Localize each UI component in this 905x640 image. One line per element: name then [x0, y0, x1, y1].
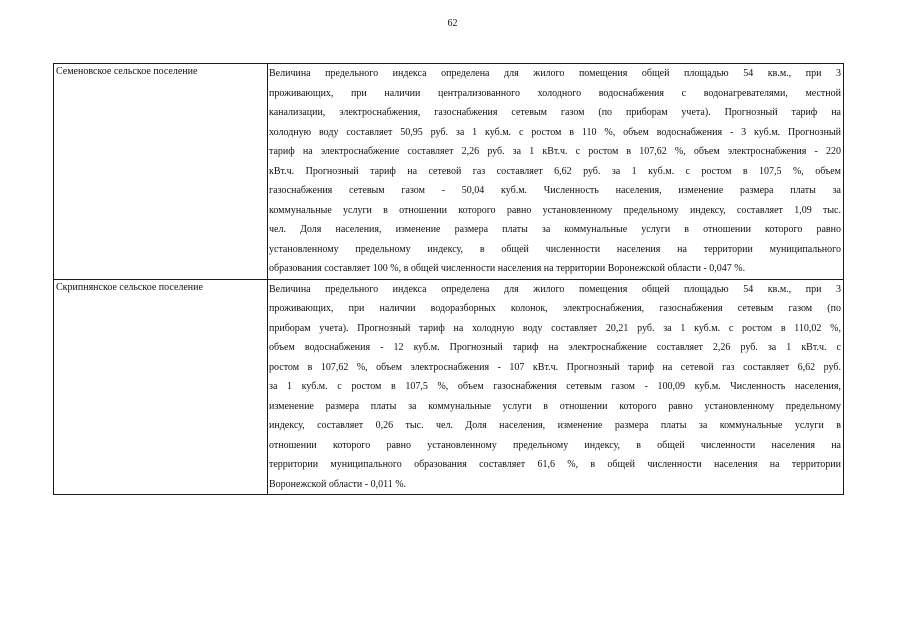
- description-line: газоснабжения сетевым газом - 50,04 куб.м. Численность населения, изменение размера платы за: [269, 185, 841, 196]
- table-row: [54, 64, 844, 280]
- description-line: за 1 куб.м. с ростом в 107,5 %, объем газоснабжения сетевым газом - 100,09 куб.м. Численность населения,: [269, 381, 841, 392]
- settlement-description-cell: [268, 64, 844, 280]
- description-line: индексу, составляет 0,26 тыс. чел. Доля населения, изменение размера платы за коммунальные услуги в: [269, 420, 841, 431]
- description-line: Величина предельного индекса определена для жилого помещения общей площадью 54 кв.м., при 3: [269, 68, 841, 79]
- settlement-name-cell: Скрипнянское сельское поселение: [54, 279, 268, 495]
- description-line: изменение размера платы за коммунальные услуги в отношении которого равно установленному предельному: [269, 400, 841, 412]
- page-number: 62: [447, 18, 458, 29]
- description-line: холодную воду составляет 50,95 руб. за 1 куб.м. с ростом в 110 %, объем водоснабжения - 3 куб.м. Прогнозный: [269, 126, 841, 138]
- description-line: образования составляет 100 %, в общей численности населения на территории Воронежской области - 0,047 %.: [269, 263, 746, 274]
- description-line: Величина предельного индекса определена для жилого помещения общей площадью 54 кв.м., при 3: [269, 283, 841, 295]
- description-line: коммунальные услуги в отношении которого равно установленному предельному индексу, составляет 1,09 тыс.: [269, 204, 841, 216]
- description-line: тариф на электроснабжение составляет 2,26 руб. за 1 кВт.ч. с ростом в 107,62 %, объем электроснабжения - 220: [269, 146, 841, 157]
- description-line: ростом в 107,62 %, объем электроснабжения - 107 кВт.ч. Прогнозный тариф на сетевой газ составляет 6,62 руб.: [269, 361, 841, 373]
- description-line: установленному предельному индексу, в общей численности населения на территории муниципального: [269, 243, 841, 255]
- description-line: отношении которого равно установленному предельному индексу, в общей численности населения на: [269, 439, 841, 451]
- description-line: приборам учета). Прогнозный тариф на холодную воду составляет 20,21 руб. за 1 куб.м. с ростом в 110,02 %,: [269, 322, 841, 334]
- description-line: проживающих, при наличии водоразборных колонок, электроснабжения, газоснабжения сетевым газом (по: [269, 303, 841, 314]
- description-line: чел. Доля населения, изменение размера платы за коммунальные услуги в отношении которого равно: [269, 224, 841, 235]
- description-line: канализации, электроснабжения, газоснабжения сетевым газом (по приборам учета). Прогнозный тариф на: [269, 107, 841, 118]
- tariff-index-table: [53, 63, 844, 495]
- description-line: Воронежской области - 0,011 %.: [269, 478, 407, 490]
- description-line: объем водоснабжения - 12 куб.м. Прогнозный тариф на электроснабжение составляет 2,26 руб. за 1 кВт.ч. с: [269, 342, 841, 353]
- description-line: кВт.ч. Прогнозный тариф на сетевой газ составляет 6,62 руб. за 1 куб.м. с ростом в 107,5 %, объем: [269, 165, 841, 177]
- description-line: территории муниципального образования составляет 61,6 %, в общей численности населения на территории: [269, 459, 841, 470]
- settlement-description-cell: [268, 279, 844, 495]
- table-row: [54, 279, 844, 495]
- settlement-name-cell: Семеновское сельское поселение: [54, 64, 268, 280]
- description-line: проживающих, при наличии централизованного холодного водоснабжения с водонагревателями, местной: [269, 87, 841, 99]
